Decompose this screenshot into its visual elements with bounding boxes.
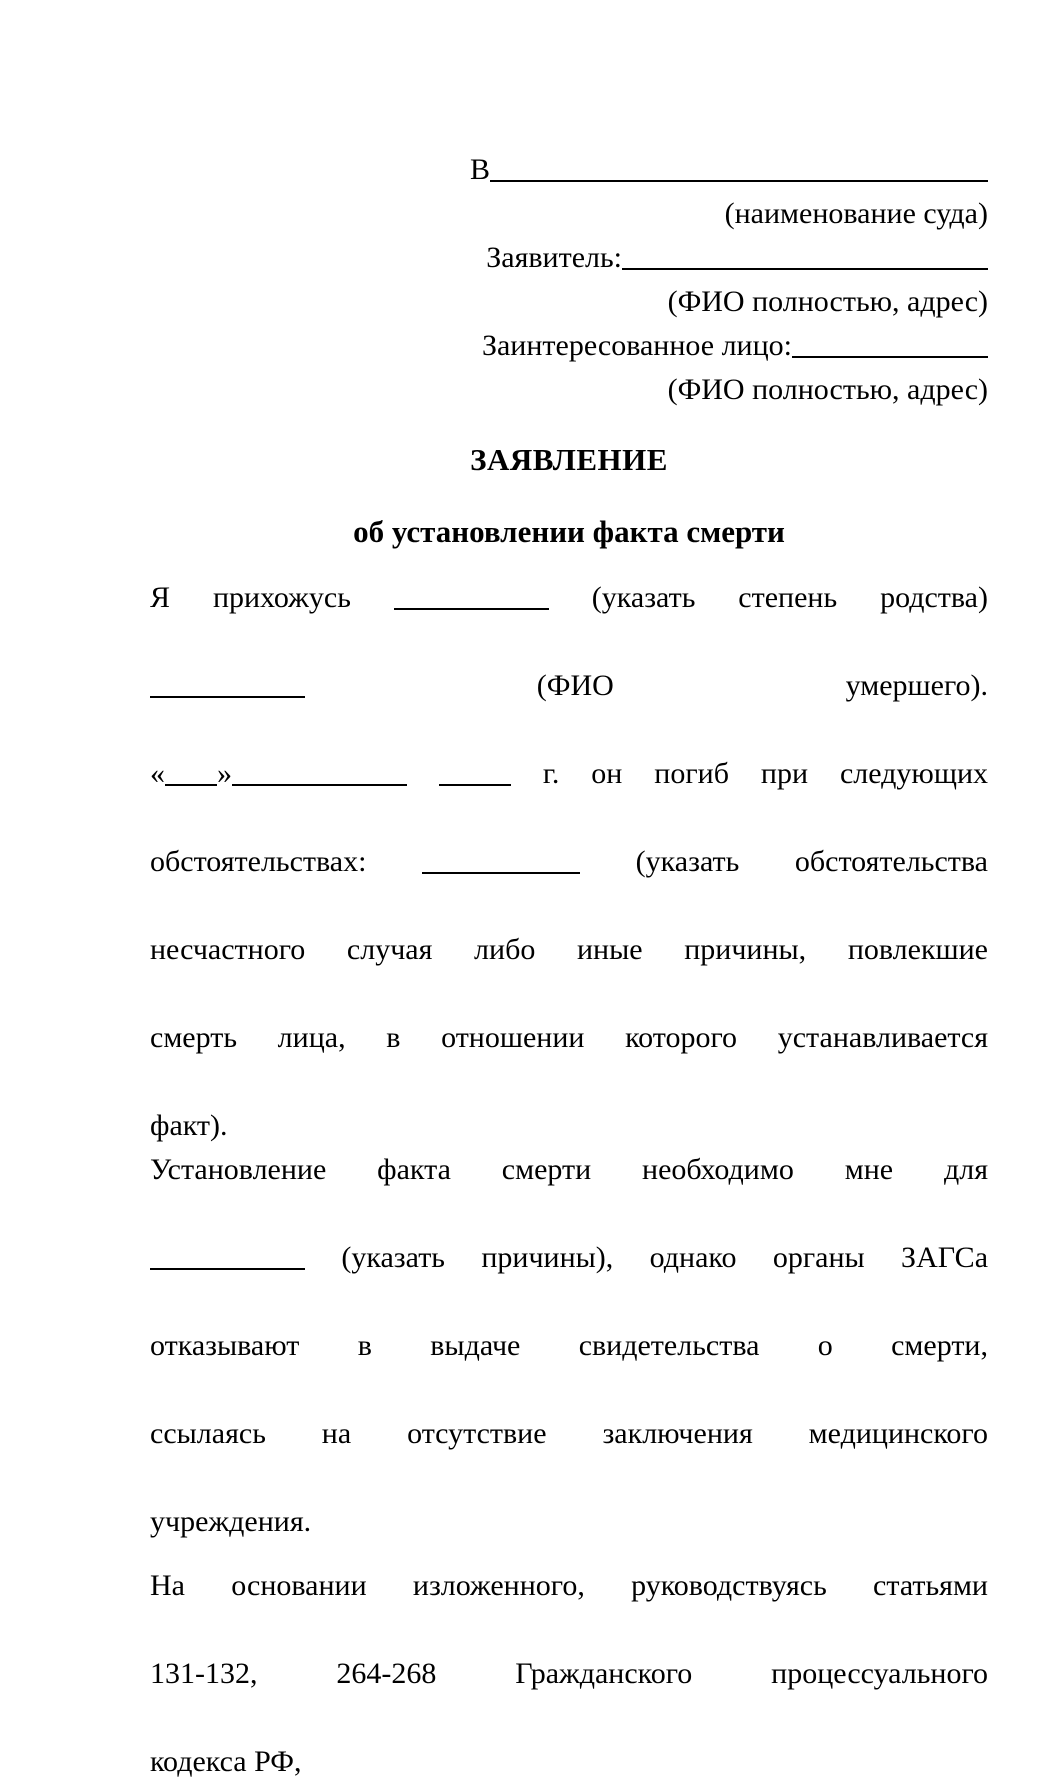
p2-text-3: отказывают в выдаче свидетельства о смерти, (150, 1329, 988, 1362)
p1-quote-close: » (217, 757, 232, 790)
document-title: ЗАЯВЛЕНИЕ (470, 442, 668, 477)
paragraph-reason-and-registry-refusal (150, 1148, 988, 1544)
p2-text-4: ссылаясь на отсутствие заключения медицинского (150, 1417, 988, 1450)
p1-text-10: факт). (150, 1109, 228, 1142)
document-subtitle: об установлении факта смерти (353, 514, 785, 549)
interested-party-line (150, 324, 988, 368)
addressee-prefix-label: В (469, 153, 490, 186)
p2-text-1: Установление факта смерти необходимо мне для (150, 1153, 988, 1186)
applicant-blank[interactable] (622, 237, 988, 270)
addressee-header-block (150, 148, 988, 412)
p1-text-7: (указать обстоятельства (635, 845, 988, 878)
reason-blank[interactable] (150, 1237, 305, 1270)
p1-text-9: смерть лица, в отношении которого устанавливается (150, 1021, 988, 1054)
p1-text-8: несчастного случая либо иные причины, повлекшие (150, 933, 988, 966)
p2-text-5: учреждения. (150, 1505, 312, 1538)
paragraph-relationship-and-death (150, 576, 988, 1148)
p2-text-2: (указать причины), однако органы ЗАГСа (341, 1241, 989, 1274)
court-name-line (150, 148, 988, 192)
circumstances-blank[interactable] (422, 841, 580, 874)
p1-text-4: умершего). (845, 669, 988, 702)
deceased-name-blank[interactable] (150, 665, 305, 698)
court-name-caption: (наименование суда) (724, 197, 988, 230)
document-body (150, 576, 988, 1784)
death-month-blank[interactable] (232, 753, 407, 786)
interested-party-label: Заинтересованное лицо: (481, 329, 792, 362)
p1-text-1: Я прихожусь (150, 581, 351, 614)
p1-text-6: обстоятельствах: (150, 845, 367, 878)
applicant-caption: (ФИО полностью, адрес) (667, 285, 988, 318)
p3-text-1: На основании изложенного, руководствуясь статьями (150, 1569, 988, 1602)
p3-text-4: процессуального (771, 1657, 989, 1690)
p3-text-5: кодекса РФ, (150, 1745, 302, 1778)
p1-quote-open: « (150, 757, 165, 790)
p3-article-numbers: 131-132, 264-268 (150, 1657, 437, 1690)
interested-party-blank[interactable] (792, 325, 988, 358)
p1-text-5: г. он погиб при следующих (542, 757, 988, 790)
p1-text-2: (указать степень родства) (591, 581, 988, 614)
court-name-blank[interactable] (490, 149, 988, 182)
death-year-blank[interactable] (439, 753, 511, 786)
relationship-degree-blank[interactable] (394, 577, 549, 610)
paragraph-legal-basis (150, 1564, 988, 1784)
applicant-line (150, 236, 988, 280)
interested-party-caption: (ФИО полностью, адрес) (667, 373, 988, 406)
death-day-blank[interactable] (165, 753, 217, 786)
applicant-label: Заявитель: (486, 241, 622, 274)
p1-text-3: (ФИО (536, 669, 614, 702)
p3-text-3: Гражданского (515, 1657, 693, 1690)
